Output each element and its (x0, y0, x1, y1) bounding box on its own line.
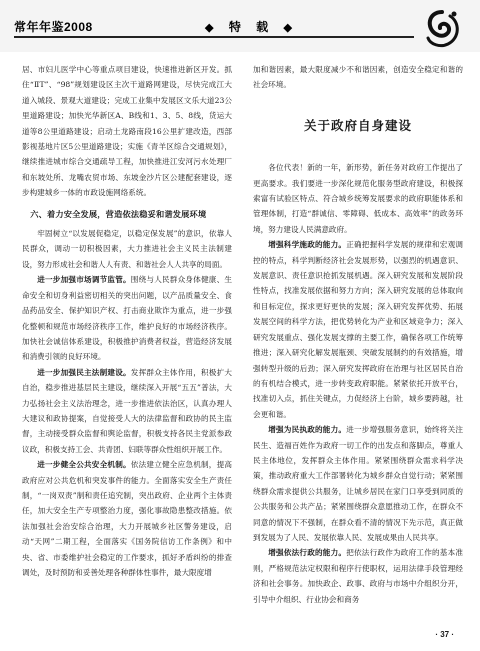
paragraph-lead: 进一步加强民主法制建设。 (37, 367, 131, 377)
paragraph-body: 依法建立健全应急机制，提高政府应对公共危机和突发事件的能力。全面落实安全生产责任制，“一岗双责”制和责任追究制，突出政府、企业两个主体责任，加大安全生产专项整治力度，强化事故隐患整改措施。依法加强社会治安综合治理，大力开展城乡社区警务建设，启动“天网”二期工程，全面落实《国务院信访工作条例》和中央、省、市委维护社会稳定的工作要求，抓好矛盾纠纷的排查调处，及时预防和妥善处理各种群体性事件，最大限度增 (22, 460, 232, 577)
paragraph (22, 365, 232, 457)
paragraph (253, 237, 463, 422)
paragraph-lead: 增强为民执政的能力。 (268, 425, 347, 435)
diamond-left-icon: ◆ (205, 22, 220, 34)
paragraph-lead: 增强依法行政的能力。 (268, 548, 347, 558)
paragraph-lead: 进一步加强市场调节监管。 (37, 275, 131, 285)
section-label-text: 特 载 (228, 20, 275, 34)
paragraph-body: 正确把握科学发展的规律和宏观调控的特点，科学判断经济社会发展形势，以强烈的机遇意识、发展意识、责任意识抢抓发展机遇。深入研究发展和发展阶段性特点，找准发展依据和努力方向；深入研究发展的总体取向和目标定位，探求更好更快的发展；深入研究发挥优势、拓展发展空间的科学方法，把优势转化为产业和区域竞争力；深入研究发展重点、强化发展支撑的主要工作，确保各项工作统筹推进；深入研究化解发展瓶颈、突破发展制约的有效措施，增强转型升级的后劲；深入研究发挥政府在治理与社区居民自治的有机结合模式，进一步转变政府职能。紧紧依托开放平台，找准切入点，抓住关键点，力促经济上台阶，城乡要跨越，社会更和谐。 (253, 240, 464, 419)
page-number: · 37 · (435, 630, 454, 639)
section-heading: 六、着力安全发展，营造依法稳妥和谐发展环境 (30, 209, 207, 219)
diamond-right-icon: ◆ (283, 22, 298, 34)
left-column (22, 62, 232, 580)
section-label (205, 18, 298, 35)
header-rule (14, 36, 414, 38)
right-column (253, 62, 463, 607)
paragraph (253, 545, 463, 607)
paragraph-body: 把依法行政作为政府工作的基本准则，严格规范法定权限和程序行使职权，运用法律手段管理经济和社会事务。加快政企、政事、政府与市场中介组织分开，引导中介组织、行业协会和商务 (253, 548, 464, 604)
paragraph-body: 发挥群众主体作用，积极扩大自治，稳步推进基层民主建设，继续深入开展“五五”普法，大力弘扬社会主义法治理念，进一步推进依法治区，认真办理人大建议和政协提案，自觉接受人大的法律监督和政协的民主监督，主动接受群众监督和舆论监督，积极支持各民主党派参政议政，积极支持工会、共青团、妇联等群众性组织开展工作。 (22, 367, 232, 454)
paragraph (22, 272, 232, 364)
paragraph-body: 进一步增强服务意识，始终将关注民生、造福百姓作为政府一切工作的出发点和落脚点，尊重人民主体地位，发挥群众主体作用。紧紧围绕群众需求科学决策，推动政府重大工作部署转化为城乡群众自觉行动；紧紧围绕群众需求提供公共服务，让城乡居民在家门口享受到同质的公共服务和公共产品；紧紧围绕群众意愿推动工作，在群众不同意的情况下不强制，在群众看不清的情况下先示范，真正做到发展为了人民、发展依靠人民、发展成果由人民共享。 (253, 425, 464, 542)
paragraph-lead: 进一步健全公共安全机制。 (37, 460, 131, 470)
yearbook-label: 常年年鉴2008 (14, 20, 93, 34)
paragraph-body: 围绕与人民群众身体健康、生命安全和切身利益密切相关的突出问题，以产品质量安全、食品药品安全、保护知识产权、打击商业欺诈为重点，进一步强化整顿和规范市场经济秩序工作，维护良好的市场经济秩序。加快社会诚信体系建设，积极推护消费者权益，营造经济发展和消费引领的良好环境。 (22, 275, 232, 362)
paragraph-lead: 增强科学施政的能力。 (268, 240, 347, 250)
paragraph: 居、市妇儿医学中心等重点项目建设，快速推进新区开发。抓住“ⅡT”、“98”规划建设区主次干道路网建设，尽快完成江大道入城段、景观大道建设；完成工业集中发展区文乐大道23公里道路建设；加快光华新区A、B线和1、3、5、8线，货运大道等8公里道路建设；启动土龙路南段16公里扩建改造，西部影视基地片区5公里道路建设；实施《青羊区综合交通规划》，继续推进城市综合交通疏导工程，加快推进江安河污水处理厂和东坡处所、龙嘴农贸市场、东坡金沙片区公建配套建设，逐步构建城乡一体的市政设施网络系统。 (22, 65, 232, 198)
paragraph: 牢固树立“以发展促稳定，以稳定保发展”的意识，依靠人民群众，调动一切积极因素，大力推进社会主义民主法制建设，努力形成社会和谐人人有责、和谐社会人人共享的局面。 (22, 229, 232, 269)
page-header (0, 0, 480, 52)
section-title: 关于政府自身建设 (303, 118, 412, 133)
swirl-logo-icon (420, 6, 464, 50)
paragraph (253, 422, 463, 545)
paragraph: 各位代表！新的一年，新形势，新任务对政府工作提出了更高要求。我们要进一步深化规范化服务型政府建设，积极探索富有试验区特点、符合城乡统筹发展要求的政府职能体系和管理体制，打造“群诚信、零障碍、低成本、高效率”的政务环境，努力建设人民满意政府。 (253, 163, 463, 234)
paragraph: 加和谐因素，最大限度减少不和谐因素，创造安全稳定和谐的社会环境。 (253, 65, 463, 90)
paragraph (22, 457, 232, 580)
